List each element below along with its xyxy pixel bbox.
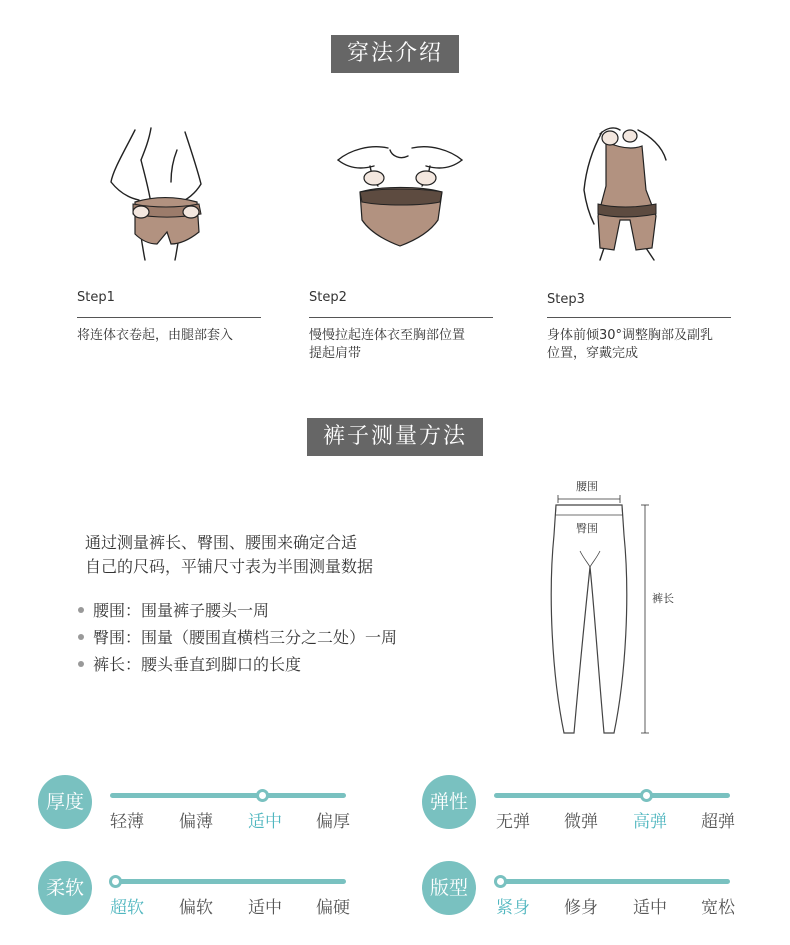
attribute-option: 高弹 — [633, 812, 667, 832]
attribute-scale-track — [110, 793, 346, 798]
attribute-name-badge: 厚度 — [38, 775, 92, 829]
attribute-option: 轻薄 — [110, 812, 144, 832]
step3-description — [547, 327, 713, 363]
attribute-option: 适中 — [633, 898, 667, 918]
measurement-bullets — [78, 597, 397, 678]
step2-illustration — [330, 120, 470, 265]
attribute-option: 紧身 — [496, 898, 530, 918]
step2-description — [309, 327, 465, 363]
attribute-option: 无弹 — [496, 812, 530, 832]
measurement-intro — [85, 531, 373, 579]
step3-label: Step3 — [547, 292, 585, 307]
attribute-scale-knob — [494, 875, 507, 888]
attribute-option: 偏软 — [179, 898, 213, 918]
attribute-option: 偏硬 — [316, 898, 350, 918]
attribute-option: 宽松 — [701, 898, 735, 918]
section-title-measurement: 裤子测量方法 — [307, 418, 483, 456]
attribute-name-badge: 弹性 — [422, 775, 476, 829]
bullet-dot-icon — [78, 661, 84, 667]
attribute-scale-knob — [109, 875, 122, 888]
attribute-scale-track — [494, 793, 730, 798]
pants-diagram — [540, 475, 700, 745]
attribute-scale-track — [110, 879, 346, 884]
bullet-waist — [78, 597, 397, 624]
attribute-option: 偏厚 — [316, 812, 350, 832]
step2-desc-line2: 提起肩带 — [309, 346, 362, 361]
attribute-name-badge: 版型 — [422, 861, 476, 915]
diagram-length-label: 裤长 — [652, 592, 674, 605]
bullet-text: 臀围：围量（腰围直横档三分之二处）一周 — [93, 628, 398, 647]
bullet-dot-icon — [78, 607, 84, 613]
step2-desc-line1: 慢慢拉起连体衣至胸部位置 — [309, 328, 466, 343]
attribute-option: 修身 — [564, 898, 598, 918]
attribute-option: 适中 — [248, 898, 282, 918]
attribute-option: 偏薄 — [179, 812, 213, 832]
diagram-waist-label: 腰围 — [576, 480, 598, 493]
intro-line2: 自己的尺码，平铺尺寸表为半围测量数据 — [85, 557, 374, 576]
attribute-option: 超软 — [110, 898, 144, 918]
step2-label: Step2 — [309, 290, 347, 305]
attribute-option: 微弹 — [564, 812, 598, 832]
bullet-text: 腰围：围量裤子腰头一周 — [93, 601, 270, 620]
step1-label: Step1 — [77, 290, 115, 305]
step3-illustration — [570, 120, 710, 265]
attribute-option: 适中 — [248, 812, 282, 832]
step1-illustration — [105, 120, 245, 265]
bullet-text: 裤长：腰头垂直到脚口的长度 — [93, 655, 302, 674]
attribute-scale-knob — [640, 789, 653, 802]
step3-desc-line2: 位置，穿戴完成 — [547, 346, 639, 361]
attribute-option: 超弹 — [701, 812, 735, 832]
step1-divider — [77, 317, 261, 318]
diagram-hip-label: 臀围 — [576, 522, 598, 535]
bullet-hip — [78, 624, 397, 651]
step1-description — [77, 327, 233, 345]
step1-desc-line1: 将连体衣卷起，由腿部套入 — [77, 328, 234, 343]
step3-divider — [547, 317, 731, 318]
step3-desc-line1: 身体前倾30°调整胸部及副乳 — [547, 328, 714, 343]
bullet-length — [78, 651, 397, 678]
section-title-wearing: 穿法介绍 — [331, 35, 459, 73]
intro-line1: 通过测量裤长、臀围、腰围来确定合适 — [85, 533, 358, 552]
attribute-scale-knob — [256, 789, 269, 802]
step2-divider — [309, 317, 493, 318]
bullet-dot-icon — [78, 634, 84, 640]
attribute-scale-track — [494, 879, 730, 884]
attribute-name-badge: 柔软 — [38, 861, 92, 915]
